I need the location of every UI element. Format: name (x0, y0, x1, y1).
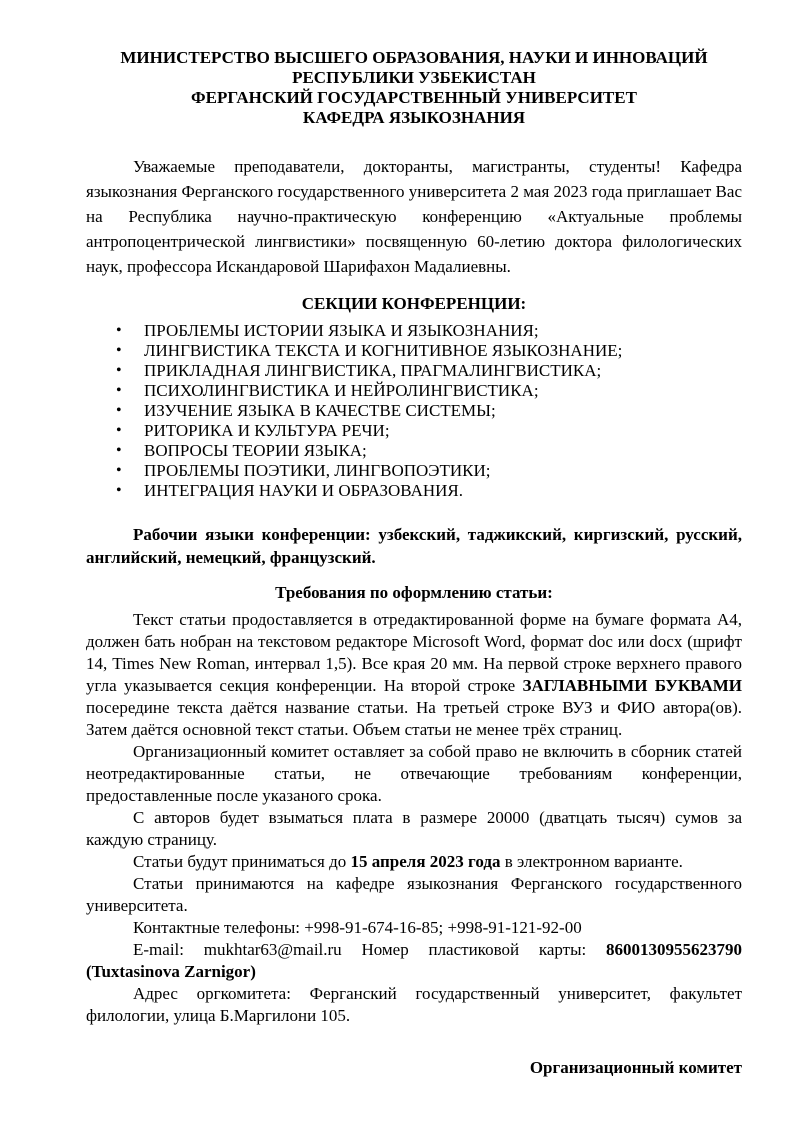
bullet-icon: • (116, 402, 122, 419)
list-item: • ПРОБЛЕМЫ ПОЭТИКИ, ЛИНГВОПОЭТИКИ; (116, 461, 491, 480)
bullet-icon: • (116, 462, 122, 479)
document-header (86, 48, 742, 128)
card-owner: (Tuxtasinova Zarnigor) (86, 962, 256, 981)
intro-paragraph: Уважаемые преподаватели, докторанты, магистранты, студенты! Кафедра языкознания Ферганского государственного университета 2 мая 2023 года приглашает Вас на Республика научно-практическую конференцию «Актуальные проблемы антропоцентрической лингвистики» посвященную 60-летию доктора филологических наук, профессора Искандаровой Шарифахон Мадалиевны. (86, 157, 742, 276)
uppercase-emphasis: ЗАГЛАВНЫМИ БУКВАМИ (522, 676, 742, 695)
header-ministry: МИНИСТЕРСТВО ВЫСШЕГО ОБРАЗОВАНИЯ, НАУКИ И ИННОВАЦИЙ (120, 48, 708, 67)
card-number: 8600130955623790 (606, 940, 743, 959)
email-address: mukhtar63@mail.ru (203, 940, 342, 959)
email-card-paragraph: E-mail: mukhtar63@mail.ru Номер пластиковой карты: 8600130955623790 (Tuxtasinova Zarnigor) (86, 940, 743, 981)
list-item: • РИТОРИКА И КУЛЬТУРА РЕЧИ; (116, 421, 390, 440)
sections-title: СЕКЦИИ КОНФЕРЕНЦИИ: (301, 294, 527, 313)
list-item: • ЛИНГВИСТИКА ТЕКСТА И КОГНИТИВНОЕ ЯЗЫКОЗНАНИЕ; (116, 341, 623, 360)
deadline-date: 15 апреля 2023 года (350, 852, 501, 871)
requirements-format-paragraph: Текст статьи продоставляется в отредактированной форме на бумаге формата А4, должен бать нобран на текстовом редакторе Microsoft Word, формат doc или docx (шрифт 14, Times New Roman, интервал 1,5). Все края 20 мм. На первой строке верхнего правого угла указывается секция конференции. На второй строке ЗАГЛАВНЫМИ БУКВАМИ посередине текста даётся название статьи. На третьей строке ВУЗ и ФИО автора(ов). Затем даётся основной текст статьи. Объем статьи не менее трёх страниц. (86, 610, 742, 739)
requirements-body (86, 609, 742, 1027)
list-item: • ПРОБЛЕМЫ ИСТОРИИ ЯЗЫКА И ЯЗЫКОЗНАНИЯ; (116, 321, 539, 340)
committee-rights-paragraph: Организационный комитет оставляет за собой право не включить в сборник статей неотредактированные статьи, не отвечающие требованиям конференции, предоставленные после указаного срока. (86, 742, 742, 805)
bullet-icon: • (116, 382, 122, 399)
bullet-icon: • (116, 342, 122, 359)
header-university: ФЕРГАНСКИЙ ГОСУДАРСТВЕННЫЙ УНИВЕРСИТЕТ (191, 88, 637, 107)
list-item: • ПРИКЛАДНАЯ ЛИНГВИСТИКА, ПРАГМАЛИНГВИСТИКА; (116, 361, 602, 380)
header-republic: РЕСПУБЛИКИ УЗБЕКИСТАН (292, 68, 536, 87)
bullet-icon: • (116, 422, 122, 439)
list-item: • ВОПРОСЫ ТЕОРИИ ЯЗЫКА; (116, 441, 367, 460)
committee-address: Адрес оргкомитета: Ферганский государственный университет, факультет филологии, улица Б.Маргилони 105. (86, 984, 742, 1025)
signature: Организационный комитет (529, 1058, 742, 1077)
bullet-icon: • (116, 482, 122, 499)
bullet-icon: • (116, 442, 122, 459)
working-languages: Рабочии языки конференции: узбекский, таджикский, киргизский, русский, английский, немецкий, французский. (86, 525, 742, 567)
header-department: КАФЕДРА ЯЗЫКОЗНАНИЯ (302, 108, 526, 127)
bullet-icon: • (116, 322, 122, 339)
requirements-title: Требования по оформлению статьи: (275, 583, 553, 602)
bullet-icon: • (116, 362, 122, 379)
list-item: • ПСИХОЛИНГВИСТИКА И НЕЙРОЛИНГВИСТИКА; (116, 381, 539, 400)
submission-place-paragraph: Статьи принимаются на кафедре языкознания Ферганского государственного университета. (86, 874, 742, 915)
deadline-paragraph: Статьи будут приниматься до 15 апреля 2023 года в электронном варианте. (133, 852, 683, 871)
list-item: • ИЗУЧЕНИЕ ЯЗЫКА В КАЧЕСТВЕ СИСТЕМЫ; (116, 401, 496, 420)
sections-list (86, 321, 742, 501)
document-page (86, 48, 742, 1079)
list-item: • ИНТЕГРАЦИЯ НАУКИ И ОБРАЗОВАНИЯ. (116, 481, 463, 500)
fee-paragraph: С авторов будет взыматься плата в размере 20000 (дватцать тысяч) сумов за каждую страницу. (86, 808, 742, 849)
contact-phones: Контактные телефоны: +998-91-674-16-85; +998-91-121-92-00 (133, 918, 582, 937)
